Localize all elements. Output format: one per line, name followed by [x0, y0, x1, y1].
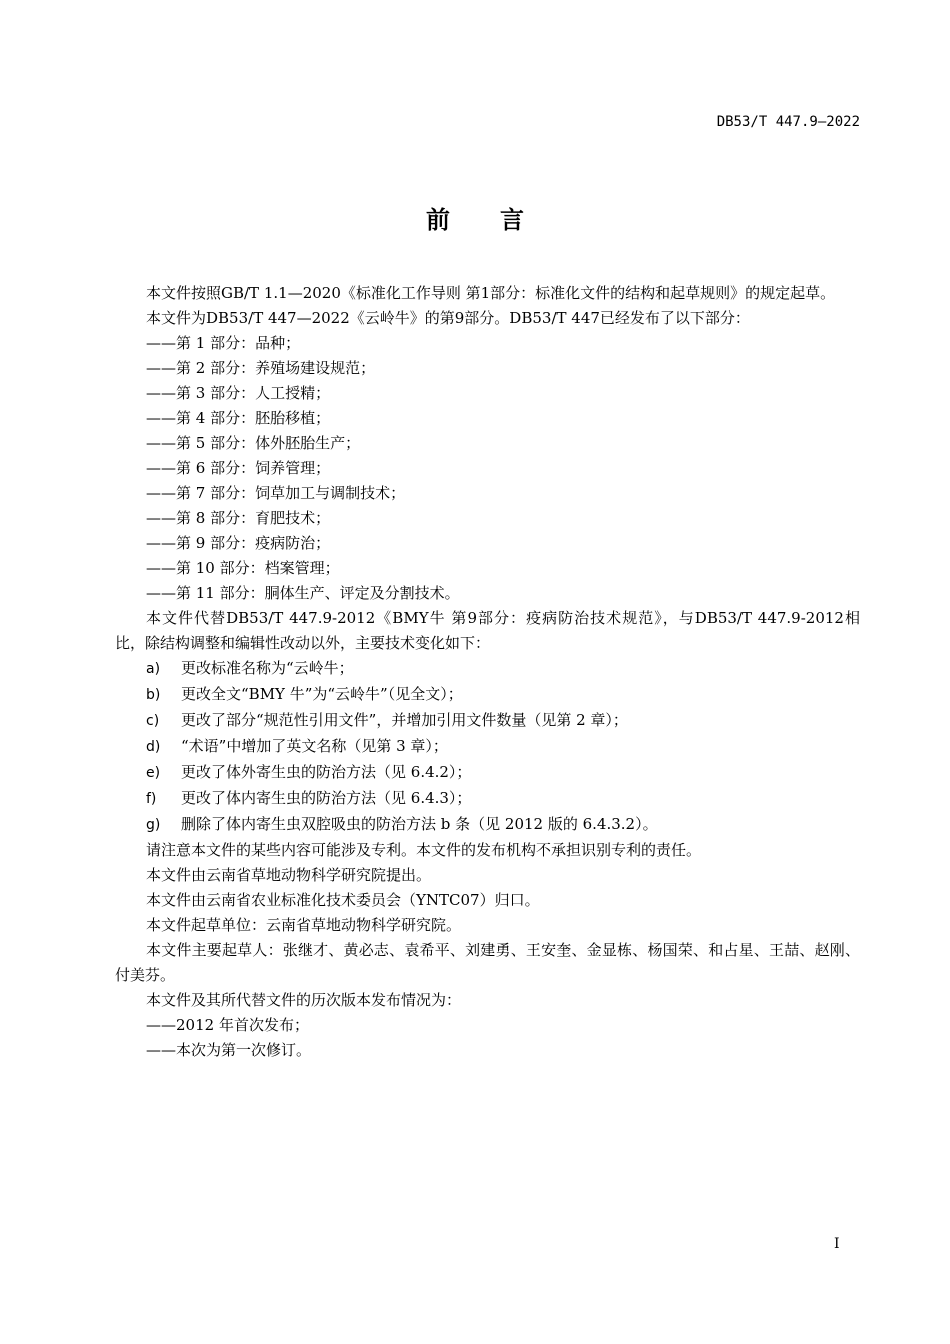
page-number: I	[834, 1236, 840, 1252]
paragraph-committee: 本文件由云南省农业标准化技术委员会（YNTC07）归口。	[146, 891, 540, 909]
change-marker: d)	[146, 739, 161, 755]
parts-list	[115, 331, 860, 606]
change-text: 更改了体外寄生虫的防治方法（见 6.4.2）；	[181, 763, 472, 781]
list-item: ——第 5 部分：体外胚胎生产；	[146, 434, 361, 452]
foreword-body	[115, 281, 860, 1063]
change-marker: e)	[146, 765, 161, 781]
paragraph-drafting-unit: 本文件起草单位：云南省草地动物科学研究院。	[146, 916, 462, 934]
list-item: ——第 10 部分：档案管理；	[146, 559, 340, 577]
change-text: 更改了部分“规范性引用文件”，并增加引用文件数量（见第 2 章）；	[181, 711, 628, 729]
paragraph-drafting-rules: 本文件按照GB/T 1.1—2020《标准化工作导则 第1部分：标准化文件的结构和起草规则》的规定起草。	[146, 284, 836, 302]
change-text: “术语”中增加了英文名称（见第 3 章）；	[181, 737, 448, 755]
change-marker: b)	[146, 687, 161, 703]
list-item: ——第 1 部分：品种；	[146, 334, 301, 352]
change-item	[115, 656, 860, 682]
paragraph-patent-notice: 请注意本文件的某些内容可能涉及专利。本文件的发布机构不承担识别专利的责任。	[146, 841, 702, 859]
history-list	[115, 1013, 860, 1063]
list-item: ——本次为第一次修订。	[146, 1041, 312, 1059]
change-item	[115, 786, 860, 812]
list-item: ——第 11 部分：胴体生产、评定及分割技术。	[146, 584, 460, 602]
change-item	[115, 812, 860, 838]
change-item	[115, 682, 860, 708]
change-text: 更改了体内寄生虫的防治方法（见 6.4.3）；	[181, 789, 472, 807]
list-item: ——第 3 部分：人工授精；	[146, 384, 331, 402]
page-title	[0, 200, 950, 235]
title-char-2: 言	[500, 206, 524, 234]
change-marker: f)	[146, 791, 157, 807]
list-item: ——第 9 部分：疫病防治；	[146, 534, 331, 552]
list-item: ——第 8 部分：育肥技术；	[146, 509, 331, 527]
list-item: ——第 4 部分：胚胎移植；	[146, 409, 331, 427]
change-marker: a)	[146, 661, 161, 677]
change-text: 删除了体内寄生虫双腔吸虫的防治方法 b 条（见 2012 版的 6.4.3.2）。	[181, 815, 658, 833]
change-item	[115, 760, 860, 786]
list-item: ——2012 年首次发布；	[146, 1016, 309, 1034]
paragraph-history-intro: 本文件及其所代替文件的历次版本发布情况为：	[146, 991, 462, 1009]
title-char-1: 前	[426, 206, 450, 234]
paragraph-part-intro: 本文件为DB53/T 447—2022《云岭牛》的第9部分。DB53/T 447已经发布了以下部分：	[146, 309, 750, 327]
change-marker: g)	[146, 817, 161, 833]
change-item	[115, 734, 860, 760]
paragraph-drafters: 本文件主要起草人：张继才、黄必志、袁希平、刘建勇、王安奎、金显栋、杨国荣、和占星、王喆、赵刚、付美芬。	[115, 941, 860, 984]
change-text: 更改全文“BMY 牛”为“云岭牛”（见全文）；	[181, 685, 463, 703]
change-text: 更改标准名称为“云岭牛；	[181, 659, 354, 677]
change-item	[115, 708, 860, 734]
list-item: ——第 2 部分：养殖场建设规范；	[146, 359, 376, 377]
change-marker: c)	[146, 713, 160, 729]
document-id: DB53/T 447.9—2022	[716, 114, 860, 130]
paragraph-replacement: 本文件代替DB53/T 447.9-2012《BMY牛 第9部分：疫病防治技术规范》，与DB53/T 447.9-2012相比，除结构调整和编辑性改动以外，主要技术变化如下：	[115, 609, 860, 652]
list-item: ——第 7 部分：饲草加工与调制技术；	[146, 484, 406, 502]
paragraph-proposer: 本文件由云南省草地动物科学研究院提出。	[146, 866, 432, 884]
changes-list	[115, 656, 860, 838]
list-item: ——第 6 部分：饲养管理；	[146, 459, 331, 477]
